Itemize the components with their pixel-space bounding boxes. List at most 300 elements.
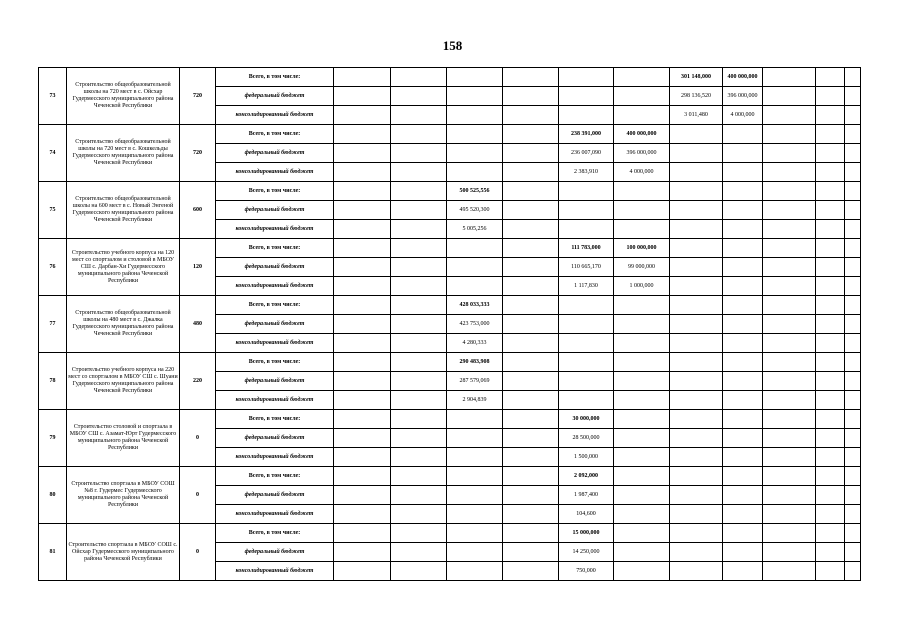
value-cell <box>763 201 816 220</box>
value-cell <box>614 220 670 239</box>
funding-source-label: Всего, в том числе: <box>216 524 334 543</box>
table-row <box>39 296 861 315</box>
funding-source-label: федеральный бюджет <box>216 372 334 391</box>
value-cell <box>559 68 614 87</box>
funding-source-label: федеральный бюджет <box>216 543 334 562</box>
value-cell <box>816 562 845 581</box>
value-cell <box>503 505 559 524</box>
value-cell <box>845 429 861 448</box>
value-cell <box>723 144 763 163</box>
value-cell <box>334 486 391 505</box>
value-cell <box>391 448 447 467</box>
value-cell <box>447 106 503 125</box>
value-cell <box>614 372 670 391</box>
value-cell: 238 391,000 <box>559 125 614 144</box>
value-cell: 15 000,000 <box>559 524 614 543</box>
value-cell <box>723 410 763 429</box>
value-cell <box>763 505 816 524</box>
value-cell <box>670 258 723 277</box>
value-cell <box>723 372 763 391</box>
value-cell <box>723 277 763 296</box>
value-cell <box>845 220 861 239</box>
value-cell <box>723 429 763 448</box>
value-cell <box>334 144 391 163</box>
funding-source-label: консолидированный бюджет <box>216 448 334 467</box>
value-cell: 2 904,839 <box>447 391 503 410</box>
value-cell <box>670 334 723 353</box>
value-cell <box>391 144 447 163</box>
value-cell <box>845 68 861 87</box>
value-cell <box>763 353 816 372</box>
value-cell <box>391 201 447 220</box>
value-cell <box>816 68 845 87</box>
value-cell: 110 665,170 <box>559 258 614 277</box>
value-cell <box>503 562 559 581</box>
value-cell <box>670 182 723 201</box>
value-cell <box>816 486 845 505</box>
value-cell <box>447 562 503 581</box>
value-cell <box>334 163 391 182</box>
value-cell <box>816 220 845 239</box>
value-cell: 495 520,300 <box>447 201 503 220</box>
project-capacity: 720 <box>180 68 216 125</box>
value-cell <box>503 258 559 277</box>
value-cell <box>845 182 861 201</box>
value-cell <box>614 106 670 125</box>
value-cell <box>816 372 845 391</box>
value-cell <box>334 201 391 220</box>
value-cell <box>391 391 447 410</box>
value-cell <box>845 543 861 562</box>
value-cell <box>334 239 391 258</box>
value-cell <box>614 182 670 201</box>
project-name: Строительство общеобразовательной школы на 720 мест в с. Кошкельды Гудермесского муниципального района Чеченской Республики <box>67 125 180 182</box>
project-number: 81 <box>39 524 67 581</box>
value-cell <box>391 543 447 562</box>
value-cell <box>614 429 670 448</box>
value-cell <box>763 486 816 505</box>
value-cell: 4 000,000 <box>723 106 763 125</box>
value-cell <box>334 372 391 391</box>
value-cell <box>503 87 559 106</box>
value-cell: 750,000 <box>559 562 614 581</box>
value-cell <box>816 410 845 429</box>
value-cell <box>559 182 614 201</box>
value-cell <box>391 239 447 258</box>
value-cell: 400 000,000 <box>723 68 763 87</box>
page-number: 158 <box>442 38 463 53</box>
value-cell: 423 753,000 <box>447 315 503 334</box>
funding-source-label: консолидированный бюджет <box>216 163 334 182</box>
table-row <box>39 410 861 429</box>
value-cell <box>503 239 559 258</box>
value-cell <box>816 543 845 562</box>
value-cell <box>503 410 559 429</box>
value-cell <box>447 505 503 524</box>
budget-table <box>38 67 861 581</box>
value-cell <box>763 258 816 277</box>
value-cell <box>503 448 559 467</box>
value-cell <box>447 543 503 562</box>
value-cell <box>816 524 845 543</box>
value-cell <box>391 106 447 125</box>
project-name: Строительство учебного корпуса на 220 мест со спортзалом в МБОУ СШ с. Шуани Гудермесского муниципального района Чеченской Республики <box>67 353 180 410</box>
value-cell <box>763 315 816 334</box>
value-cell <box>614 391 670 410</box>
value-cell <box>845 296 861 315</box>
value-cell <box>503 372 559 391</box>
value-cell <box>723 353 763 372</box>
value-cell: 301 148,000 <box>670 68 723 87</box>
value-cell <box>670 562 723 581</box>
value-cell <box>816 239 845 258</box>
project-name: Строительство общеобразовательной школы на 720 мест в с. Ойсхар Гудермесского муниципального района Чеченской Республики <box>67 68 180 125</box>
value-cell <box>763 182 816 201</box>
project-number: 80 <box>39 467 67 524</box>
value-cell <box>723 467 763 486</box>
value-cell <box>816 448 845 467</box>
value-cell <box>845 467 861 486</box>
value-cell <box>670 372 723 391</box>
value-cell <box>614 505 670 524</box>
value-cell <box>334 353 391 372</box>
table-row <box>39 68 861 87</box>
value-cell: 287 579,069 <box>447 372 503 391</box>
value-cell: 14 250,000 <box>559 543 614 562</box>
value-cell <box>845 334 861 353</box>
value-cell <box>334 467 391 486</box>
value-cell <box>816 277 845 296</box>
value-cell: 290 483,908 <box>447 353 503 372</box>
value-cell <box>559 372 614 391</box>
value-cell <box>614 448 670 467</box>
value-cell <box>845 562 861 581</box>
value-cell <box>845 410 861 429</box>
value-cell <box>723 258 763 277</box>
value-cell <box>614 68 670 87</box>
value-cell <box>723 334 763 353</box>
value-cell <box>447 68 503 87</box>
value-cell <box>447 486 503 505</box>
funding-source-label: Всего, в том числе: <box>216 68 334 87</box>
value-cell <box>559 296 614 315</box>
value-cell <box>723 486 763 505</box>
value-cell <box>845 505 861 524</box>
funding-source-label: федеральный бюджет <box>216 429 334 448</box>
project-capacity: 120 <box>180 239 216 296</box>
project-name: Строительство спортзала в МБОУ СОШ с. Ойсхар Гудермесского муниципального района Чеченской Республики <box>67 524 180 581</box>
value-cell <box>845 163 861 182</box>
funding-source-label: Всего, в том числе: <box>216 467 334 486</box>
value-cell <box>763 524 816 543</box>
value-cell <box>816 201 845 220</box>
table-row <box>39 182 861 201</box>
value-cell: 4 280,333 <box>447 334 503 353</box>
value-cell: 111 783,000 <box>559 239 614 258</box>
value-cell <box>670 524 723 543</box>
value-cell <box>447 125 503 144</box>
table-row <box>39 239 861 258</box>
value-cell: 428 033,333 <box>447 296 503 315</box>
value-cell <box>723 315 763 334</box>
value-cell: 99 000,000 <box>614 258 670 277</box>
value-cell <box>334 106 391 125</box>
project-name: Строительство учебного корпуса на 120 мест со спортзалом и столовой в МБОУ СШ с. Дарбан-Хи Гудермесского муниципального района Чеченской Республики <box>67 239 180 296</box>
value-cell <box>503 125 559 144</box>
value-cell <box>614 296 670 315</box>
project-number: 75 <box>39 182 67 239</box>
value-cell <box>391 372 447 391</box>
value-cell <box>559 106 614 125</box>
value-cell <box>559 201 614 220</box>
value-cell <box>614 486 670 505</box>
funding-source-label: Всего, в том числе: <box>216 296 334 315</box>
value-cell <box>763 334 816 353</box>
value-cell <box>334 410 391 429</box>
value-cell <box>503 68 559 87</box>
table-body <box>39 68 861 581</box>
value-cell <box>503 277 559 296</box>
value-cell <box>670 201 723 220</box>
value-cell <box>845 258 861 277</box>
funding-source-label: Всего, в том числе: <box>216 239 334 258</box>
value-cell <box>503 524 559 543</box>
value-cell <box>503 429 559 448</box>
value-cell <box>334 562 391 581</box>
value-cell <box>614 467 670 486</box>
value-cell <box>670 220 723 239</box>
funding-source-label: консолидированный бюджет <box>216 562 334 581</box>
value-cell <box>447 410 503 429</box>
funding-source-label: консолидированный бюджет <box>216 277 334 296</box>
funding-source-label: федеральный бюджет <box>216 201 334 220</box>
value-cell <box>845 391 861 410</box>
value-cell <box>391 68 447 87</box>
value-cell <box>763 144 816 163</box>
value-cell: 1 117,830 <box>559 277 614 296</box>
value-cell <box>763 239 816 258</box>
value-cell <box>447 144 503 163</box>
value-cell <box>816 505 845 524</box>
value-cell <box>559 334 614 353</box>
value-cell <box>391 410 447 429</box>
value-cell <box>334 182 391 201</box>
value-cell <box>391 505 447 524</box>
table-row <box>39 524 861 543</box>
project-number: 77 <box>39 296 67 353</box>
value-cell <box>447 429 503 448</box>
value-cell <box>845 125 861 144</box>
table-row <box>39 467 861 486</box>
value-cell <box>763 106 816 125</box>
project-capacity: 220 <box>180 353 216 410</box>
project-number: 74 <box>39 125 67 182</box>
value-cell <box>816 429 845 448</box>
value-cell <box>503 220 559 239</box>
value-cell: 5 005,256 <box>447 220 503 239</box>
value-cell: 236 007,090 <box>559 144 614 163</box>
funding-source-label: федеральный бюджет <box>216 144 334 163</box>
value-cell <box>723 524 763 543</box>
value-cell <box>614 543 670 562</box>
value-cell <box>614 524 670 543</box>
value-cell <box>559 220 614 239</box>
value-cell <box>503 144 559 163</box>
value-cell <box>334 68 391 87</box>
value-cell <box>503 334 559 353</box>
value-cell <box>334 125 391 144</box>
value-cell <box>670 391 723 410</box>
value-cell <box>816 125 845 144</box>
value-cell <box>391 562 447 581</box>
value-cell <box>763 429 816 448</box>
funding-source-label: консолидированный бюджет <box>216 220 334 239</box>
value-cell: 1 500,000 <box>559 448 614 467</box>
funding-source-label: консолидированный бюджет <box>216 106 334 125</box>
value-cell <box>816 315 845 334</box>
project-name: Строительство общеобразовательной школы на 600 мест в с. Новый Энгеной Гудермесского муниципального района Чеченской Республики <box>67 182 180 239</box>
value-cell <box>447 448 503 467</box>
value-cell <box>763 448 816 467</box>
project-capacity: 0 <box>180 524 216 581</box>
value-cell <box>670 486 723 505</box>
value-cell <box>503 543 559 562</box>
value-cell <box>723 505 763 524</box>
value-cell <box>391 353 447 372</box>
value-cell <box>614 315 670 334</box>
value-cell <box>391 87 447 106</box>
value-cell <box>723 182 763 201</box>
value-cell <box>391 467 447 486</box>
value-cell <box>391 125 447 144</box>
value-cell: 100 000,000 <box>614 239 670 258</box>
value-cell <box>845 87 861 106</box>
value-cell <box>845 239 861 258</box>
value-cell <box>670 144 723 163</box>
value-cell <box>614 353 670 372</box>
value-cell: 298 136,520 <box>670 87 723 106</box>
value-cell <box>334 277 391 296</box>
value-cell <box>670 410 723 429</box>
value-cell <box>845 277 861 296</box>
value-cell <box>723 448 763 467</box>
value-cell <box>816 87 845 106</box>
value-cell <box>447 524 503 543</box>
value-cell <box>334 429 391 448</box>
funding-source-label: консолидированный бюджет <box>216 334 334 353</box>
value-cell <box>391 486 447 505</box>
value-cell <box>391 220 447 239</box>
value-cell <box>816 467 845 486</box>
value-cell <box>723 163 763 182</box>
project-name: Строительство столовой и спортзала в МБОУ СШ с. Азамат-Юрт Гудермесского муниципального района Чеченской Республики <box>67 410 180 467</box>
value-cell <box>391 277 447 296</box>
value-cell <box>614 201 670 220</box>
value-cell <box>845 448 861 467</box>
funding-source-label: Всего, в том числе: <box>216 182 334 201</box>
project-capacity: 0 <box>180 410 216 467</box>
value-cell <box>503 353 559 372</box>
value-cell <box>670 315 723 334</box>
value-cell: 396 000,000 <box>723 87 763 106</box>
value-cell <box>723 125 763 144</box>
value-cell <box>334 524 391 543</box>
value-cell <box>503 486 559 505</box>
project-capacity: 600 <box>180 182 216 239</box>
value-cell <box>816 353 845 372</box>
value-cell <box>845 106 861 125</box>
project-name: Строительство спортзала в МБОУ СОШ №8 г. Гудермес Гудермесского муниципального района Чеченской Республики <box>67 467 180 524</box>
value-cell <box>816 334 845 353</box>
value-cell <box>334 334 391 353</box>
value-cell <box>723 296 763 315</box>
value-cell <box>559 87 614 106</box>
value-cell <box>723 543 763 562</box>
value-cell <box>391 296 447 315</box>
value-cell <box>391 258 447 277</box>
value-cell <box>723 391 763 410</box>
value-cell <box>845 524 861 543</box>
value-cell <box>503 315 559 334</box>
value-cell <box>670 467 723 486</box>
funding-source-label: федеральный бюджет <box>216 87 334 106</box>
value-cell <box>503 296 559 315</box>
value-cell <box>614 562 670 581</box>
value-cell <box>763 467 816 486</box>
project-number: 79 <box>39 410 67 467</box>
project-number: 78 <box>39 353 67 410</box>
value-cell: 104,600 <box>559 505 614 524</box>
value-cell <box>447 163 503 182</box>
value-cell <box>559 391 614 410</box>
value-cell <box>670 239 723 258</box>
value-cell <box>391 315 447 334</box>
value-cell <box>845 201 861 220</box>
value-cell <box>670 448 723 467</box>
value-cell <box>447 258 503 277</box>
value-cell: 400 000,000 <box>614 125 670 144</box>
value-cell: 3 011,480 <box>670 106 723 125</box>
table-row <box>39 353 861 372</box>
value-cell <box>763 391 816 410</box>
value-cell <box>763 562 816 581</box>
value-cell <box>763 220 816 239</box>
value-cell <box>763 410 816 429</box>
value-cell <box>391 163 447 182</box>
value-cell <box>334 258 391 277</box>
value-cell <box>503 163 559 182</box>
value-cell <box>614 87 670 106</box>
value-cell <box>845 315 861 334</box>
value-cell <box>670 505 723 524</box>
value-cell <box>816 163 845 182</box>
value-cell <box>763 125 816 144</box>
value-cell <box>763 543 816 562</box>
table-row <box>39 125 861 144</box>
value-cell <box>816 391 845 410</box>
funding-source-label: Всего, в том числе: <box>216 353 334 372</box>
project-number: 76 <box>39 239 67 296</box>
value-cell <box>763 277 816 296</box>
funding-source-label: консолидированный бюджет <box>216 391 334 410</box>
value-cell <box>723 220 763 239</box>
value-cell <box>614 334 670 353</box>
value-cell <box>334 87 391 106</box>
value-cell <box>447 277 503 296</box>
value-cell <box>763 163 816 182</box>
value-cell <box>723 562 763 581</box>
value-cell <box>334 505 391 524</box>
